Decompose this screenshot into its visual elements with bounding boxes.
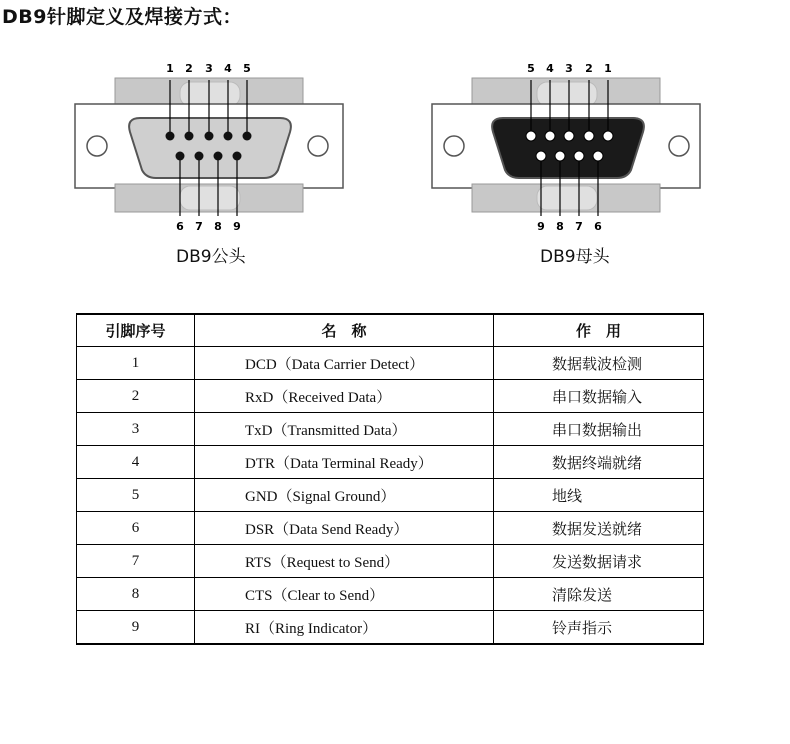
- name-cell: DSR（Data Send Ready）: [195, 512, 494, 545]
- pin-number: 8: [556, 220, 564, 233]
- pin-number: 4: [224, 62, 232, 75]
- pin-cell: 2: [77, 380, 195, 413]
- pin-cell: 5: [77, 479, 195, 512]
- male-d-shell: [129, 118, 291, 178]
- pin-number: 3: [205, 62, 213, 75]
- name-cell: TxD（Transmitted Data）: [195, 413, 494, 446]
- name-cell: CTS（Clear to Send）: [195, 578, 494, 611]
- function-cell: 铃声指示: [494, 611, 704, 645]
- pin-number: 4: [546, 62, 554, 75]
- female-d-shell: [492, 118, 644, 178]
- pin-number: 5: [243, 62, 251, 75]
- pin-cell: 6: [77, 512, 195, 545]
- pin-number: 1: [604, 62, 612, 75]
- name-cell: RI（Ring Indicator）: [195, 611, 494, 645]
- pin-definition-table: [76, 313, 704, 645]
- mounting-hole: [87, 136, 107, 156]
- table-row: [77, 545, 704, 578]
- pin-number: 8: [214, 220, 222, 233]
- pin-cell: 7: [77, 545, 195, 578]
- table-row: [77, 479, 704, 512]
- name-cell: DCD（Data Carrier Detect）: [195, 347, 494, 380]
- female-label: DB9母头: [540, 247, 610, 267]
- name-cell: RTS（Request to Send）: [195, 545, 494, 578]
- table-row: [77, 611, 704, 645]
- mounting-hole: [669, 136, 689, 156]
- table-row: [77, 380, 704, 413]
- pin-number: 7: [575, 220, 583, 233]
- pin-cell: 3: [77, 413, 195, 446]
- db9-male-diagram: [70, 60, 360, 240]
- function-cell: 串口数据输入: [494, 380, 704, 413]
- name-cell: RxD（Received Data）: [195, 380, 494, 413]
- mounting-hole: [308, 136, 328, 156]
- pin-cell: 8: [77, 578, 195, 611]
- function-cell: 数据载波检测: [494, 347, 704, 380]
- pin-number: 9: [233, 220, 241, 233]
- function-cell: 发送数据请求: [494, 545, 704, 578]
- table-row: [77, 578, 704, 611]
- pin-number: 2: [185, 62, 193, 75]
- function-cell: 串口数据输出: [494, 413, 704, 446]
- pin-number: 5: [527, 62, 535, 75]
- name-cell: GND（Signal Ground）: [195, 479, 494, 512]
- function-cell: 数据终端就绪: [494, 446, 704, 479]
- table-row: [77, 512, 704, 545]
- pin-number: 1: [166, 62, 174, 75]
- column-header-function: 作 用: [494, 314, 704, 347]
- pin-number: 9: [537, 220, 545, 233]
- table-row: [77, 446, 704, 479]
- function-cell: 地线: [494, 479, 704, 512]
- function-cell: 清除发送: [494, 578, 704, 611]
- table-row: [77, 413, 704, 446]
- pin-number: 2: [585, 62, 593, 75]
- male-label: DB9公头: [176, 247, 246, 267]
- table-header-row: [77, 314, 704, 347]
- pin-number: 6: [594, 220, 602, 233]
- pin-number: 7: [195, 220, 203, 233]
- pin-cell: 4: [77, 446, 195, 479]
- table-row: [77, 347, 704, 380]
- column-header-name: 名 称: [195, 314, 494, 347]
- pin-number: 6: [176, 220, 184, 233]
- pin-cell: 9: [77, 611, 195, 645]
- column-header-pin: 引脚序号: [77, 314, 195, 347]
- page-title: DB9针脚定义及焊接方式：: [2, 6, 242, 28]
- pin-cell: 1: [77, 347, 195, 380]
- name-cell: DTR（Data Terminal Ready）: [195, 446, 494, 479]
- function-cell: 数据发送就绪: [494, 512, 704, 545]
- db9-female-diagram: [427, 60, 717, 240]
- pin-number: 3: [565, 62, 573, 75]
- mounting-hole: [444, 136, 464, 156]
